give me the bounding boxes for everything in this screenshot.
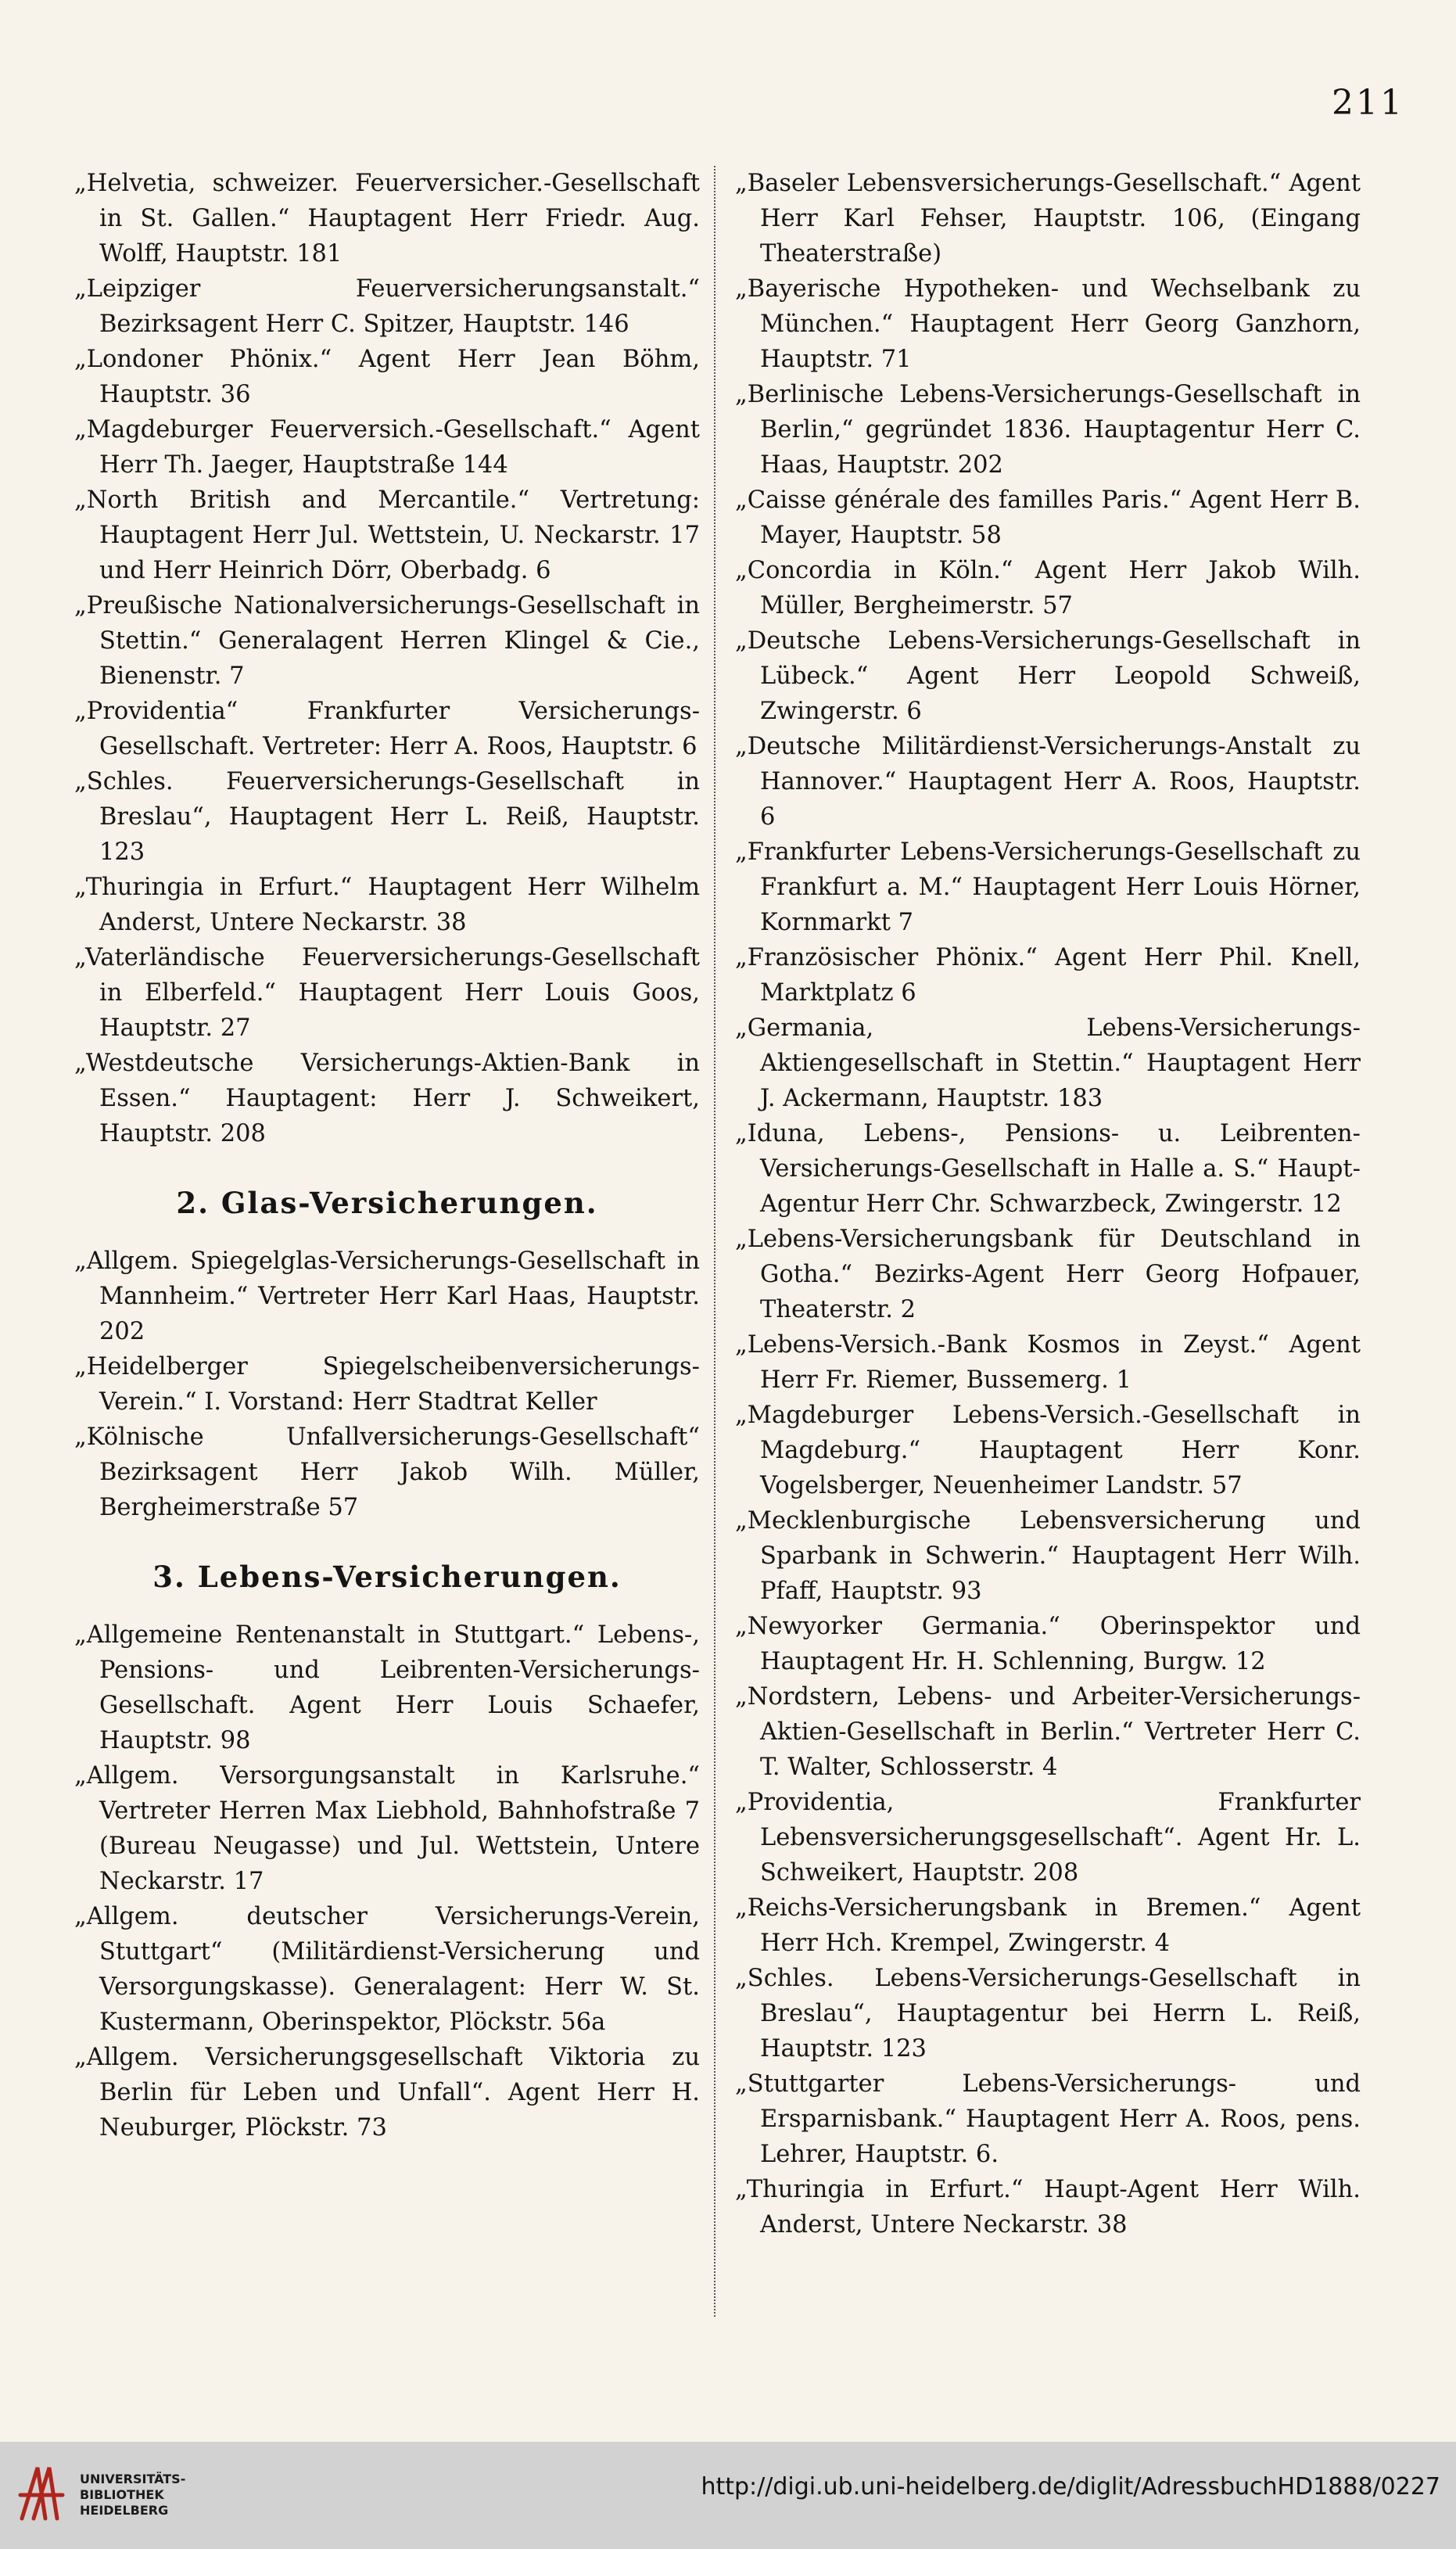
list-item: „Preußische Nationalversicherungs-Gesellschaft in Stettin.“ Generalagent Herren Klingel & Cie., Bienenstr. 7 bbox=[74, 592, 700, 690]
page-number: 211 bbox=[1332, 83, 1404, 123]
list-item: „Leipziger Feuerversicherungsanstalt.“ Bezirksagent Herr C. Spitzer, Hauptstr. 146 bbox=[74, 275, 700, 338]
list-item: „Deutsche Lebens-Versicherungs-Gesellschaft in Lübeck.“ Agent Herr Leopold Schweiß, Zwingerstr. 6 bbox=[735, 627, 1361, 725]
footer-bar bbox=[0, 2442, 1456, 2549]
list-item: „Nordstern, Lebens- und Arbeiter-Versicherungs-Aktien-Gesellschaft in Berlin.“ Vertreter Herr C. T. Walter, Schlosserstr. 4 bbox=[735, 1683, 1361, 1781]
list-item: „North British and Mercantile.“ Vertretung: Hauptagent Herr Jul. Wettstein, U. Neckarstr. 17 und Herr Heinrich Dörr, Oberbadg. 6 bbox=[74, 486, 700, 584]
library-name bbox=[80, 2472, 185, 2518]
list-item: „Germania, Lebens-Versicherungs-Aktiengesellschaft in Stettin.“ Hauptagent Herr J. Ackermann, Hauptstr. 183 bbox=[735, 1014, 1361, 1112]
glass-insurance-list bbox=[74, 1244, 700, 1525]
list-item: „Reichs-Versicherungsbank in Bremen.“ Agent Herr Hch. Krempel, Zwingerstr. 4 bbox=[735, 1894, 1361, 1957]
list-item: „Londoner Phönix.“ Agent Herr Jean Böhm, Hauptstr. 36 bbox=[74, 346, 700, 408]
university-library-logo-icon bbox=[14, 2456, 69, 2530]
list-item: „Heidelberger Spiegelscheibenversicherungs-Verein.“ I. Vorstand: Herr Stadtrat Keller bbox=[74, 1353, 700, 1416]
list-item: „Deutsche Militärdienst-Versicherungs-Anstalt zu Hannover.“ Hauptagent Herr A. Roos, Hauptstr. 6 bbox=[735, 733, 1361, 831]
list-item: „Allgem. Spiegelglas-Versicherungs-Gesellschaft in Mannheim.“ Vertreter Herr Karl Haas, Hauptstr. 202 bbox=[74, 1248, 700, 1345]
list-item: „Lebens-Versicherungsbank für Deutschland in Gotha.“ Bezirks-Agent Herr Georg Hofpauer, Theaterstr. 2 bbox=[735, 1226, 1361, 1323]
list-item: „Allgem. deutscher Versicherungs-Verein, Stuttgart“ (Militärdienst-Versicherung und Versorgungskasse). Generalagent: Herr W. St. Kustermann, Oberinspektor, Plöckstr. 56a bbox=[74, 1903, 700, 2036]
life-insurance-list-left bbox=[74, 1617, 700, 2145]
list-item: „Stuttgarter Lebens-Versicherungs- und Ersparnisbank.“ Hauptagent Herr A. Roos, pens. Lehrer, Hauptstr. 6. bbox=[735, 2070, 1361, 2168]
library-name-line1: UNIVERSITÄTS- bbox=[80, 2472, 186, 2486]
section-heading-glass-insurance: 2. Glas-Versicherungen. bbox=[176, 1186, 598, 1220]
list-item: „Schles. Lebens-Versicherungs-Gesellschaft in Breslau“, Hauptagentur bei Herrn L. Reiß, Hauptstr. 123 bbox=[735, 1965, 1361, 2063]
list-item: „Newyorker Germania.“ Oberinspektor und Hauptagent Hr. H. Schlenning, Burgw. 12 bbox=[735, 1613, 1361, 1675]
right-column bbox=[735, 166, 1361, 2242]
library-name-line3: HEIDELBERG bbox=[80, 2503, 169, 2518]
section-heading-life-insurance: 3. Lebens-Versicherungen. bbox=[152, 1560, 622, 1594]
left-column bbox=[74, 166, 700, 2145]
source-url-link[interactable]: http://digi.ub.uni-heidelberg.de/diglit/AdressbuchHD1888/0227 bbox=[701, 2473, 1440, 2501]
list-item: „Magdeburger Feuerversich.-Gesellschaft.“ Agent Herr Th. Jaeger, Hauptstraße 144 bbox=[74, 416, 700, 479]
list-item: „Lebens-Versich.-Bank Kosmos in Zeyst.“ Agent Herr Fr. Riemer, Bussemerg. 1 bbox=[735, 1331, 1361, 1394]
list-item: „Allgem. Versorgungsanstalt in Karlsruhe.“ Vertreter Herren Max Liebhold, Bahnhofstraße 7 (Bureau Neugasse) und Jul. Wettstein, Untere Neckarstr. 17 bbox=[74, 1762, 700, 1895]
list-item: „Iduna, Lebens-, Pensions- u. Leibrenten-Versicherungs-Gesellschaft in Halle a. S.“ Haupt-Agentur Herr Chr. Schwarzbeck, Zwingerstr. 12 bbox=[735, 1120, 1361, 1218]
list-item: „Helvetia, schweizer. Feuerversicher.-Gesellschaft in St. Gallen.“ Hauptagent Herr Friedr. Aug. Wolff, Hauptstr. 181 bbox=[74, 170, 700, 267]
list-item: „Allgem. Versicherungsgesellschaft Viktoria zu Berlin für Leben und Unfall“. Agent Herr H. Neuburger, Plöckstr. 73 bbox=[74, 2044, 700, 2142]
list-item: „Vaterländische Feuerversicherungs-Gesellschaft in Elberfeld.“ Hauptagent Herr Louis Goos, Hauptstr. 27 bbox=[74, 944, 700, 1042]
fire-insurance-list bbox=[74, 166, 700, 1151]
list-item: „Allgemeine Rentenanstalt in Stuttgart.“ Lebens-, Pensions- und Leibrenten-Versicherungs-Gesellschaft. Agent Herr Louis Schaefer, Hauptstr. 98 bbox=[74, 1621, 700, 1754]
column-divider bbox=[714, 166, 715, 2317]
list-item: „Französischer Phönix.“ Agent Herr Phil. Knell, Marktplatz 6 bbox=[735, 944, 1361, 1007]
list-item: „Schles. Feuerversicherungs-Gesellschaft in Breslau“, Hauptagent Herr L. Reiß, Hauptstr. 123 bbox=[74, 768, 700, 866]
list-item: „Mecklenburgische Lebensversicherung und Sparbank in Schwerin.“ Hauptagent Herr Wilh. Pfaff, Hauptstr. 93 bbox=[735, 1507, 1361, 1605]
list-item: „Thuringia in Erfurt.“ Hauptagent Herr Wilhelm Anderst, Untere Neckarstr. 38 bbox=[74, 874, 700, 936]
list-item: „Concordia in Köln.“ Agent Herr Jakob Wilh. Müller, Bergheimerstr. 57 bbox=[735, 557, 1361, 619]
list-item: „Providentia“ Frankfurter Versicherungs-Gesellschaft. Vertreter: Herr A. Roos, Hauptstr. 6 bbox=[74, 698, 700, 760]
list-item: „Bayerische Hypotheken- und Wechselbank zu München.“ Hauptagent Herr Georg Ganzhorn, Hauptstr. 71 bbox=[735, 275, 1361, 373]
list-item: „Providentia, Frankfurter Lebensversicherungsgesellschaft“. Agent Hr. L. Schweikert, Hauptstr. 208 bbox=[735, 1789, 1361, 1887]
list-item: „Kölnische Unfallversicherungs-Gesellschaft“ Bezirksagent Herr Jakob Wilh. Müller, Bergheimerstraße 57 bbox=[74, 1423, 700, 1521]
list-item: „Baseler Lebensversicherungs-Gesellschaft.“ Agent Herr Karl Fehser, Hauptstr. 106, (Eingang Theaterstraße) bbox=[735, 170, 1361, 267]
library-name-line2: BIBLIOTHEK bbox=[80, 2487, 164, 2502]
list-item: „Magdeburger Lebens-Versich.-Gesellschaft in Magdeburg.“ Hauptagent Herr Konr. Vogelsberger, Neuenheimer Landstr. 57 bbox=[735, 1402, 1361, 1499]
list-item: „Thuringia in Erfurt.“ Haupt-Agent Herr Wilh. Anderst, Untere Neckarstr. 38 bbox=[735, 2176, 1361, 2238]
list-item: „Berlinische Lebens-Versicherungs-Gesellschaft in Berlin,“ gegründet 1836. Hauptagentur Herr C. Haas, Hauptstr. 202 bbox=[735, 381, 1361, 479]
list-item: „Westdeutsche Versicherungs-Aktien-Bank in Essen.“ Hauptagent: Herr J. Schweikert, Hauptstr. 208 bbox=[74, 1050, 700, 1147]
list-item: „Frankfurter Lebens-Versicherungs-Gesellschaft zu Frankfurt a. M.“ Hauptagent Herr Louis Hörner, Kornmarkt 7 bbox=[735, 838, 1361, 936]
list-item: „Caisse générale des familles Paris.“ Agent Herr B. Mayer, Hauptstr. 58 bbox=[735, 486, 1361, 549]
